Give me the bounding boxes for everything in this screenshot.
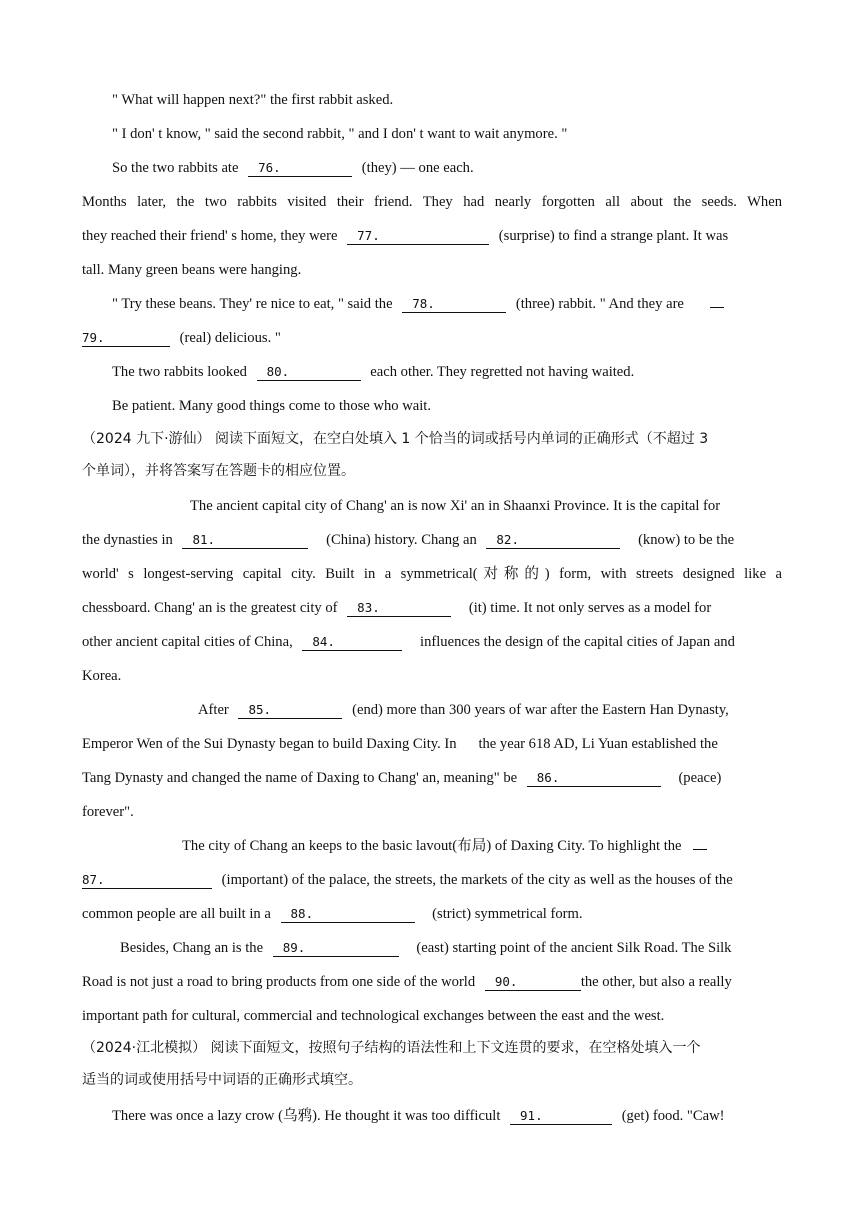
line-text: each other. They regretted not having waited.	[370, 364, 635, 380]
line-text: the dynasties in	[82, 532, 173, 548]
line-text: common people are all built in a	[82, 906, 271, 922]
line-text: (important) of the palace, the streets, the markets of the city as well as the houses of the	[221, 872, 733, 888]
line-text: the other, but also a really	[580, 974, 732, 990]
line-text: (real) delicious. "	[179, 330, 281, 346]
answer-blank-78[interactable]: 78.	[402, 296, 506, 313]
line-text: Months later, the two rabbits visited their friend. They had nearly forgotten all about the seeds. When	[82, 194, 782, 210]
line-text: world' s longest-serving capital city. Built in a symmetrical(对称的) form, with streets designed like a	[82, 566, 782, 582]
line-text: Besides, Chang an is the	[120, 940, 264, 956]
line-text: (strict) symmetrical form.	[432, 906, 583, 922]
line-text: (they) — one each.	[361, 160, 474, 176]
section-instruction: （2024·江北模拟） 阅读下面短文，按照句子结构的语法性和上下文连贯的要求，在空格处填入一个	[82, 1040, 701, 1056]
line-text: There was once a lazy crow (乌鸦). He thought it was too difficult	[112, 1108, 501, 1124]
passage-line	[82, 972, 782, 992]
line-text: important path for cultural, commercial and technological exchanges between the east and the west.	[82, 1008, 665, 1024]
answer-blank-88[interactable]: 88.	[281, 906, 415, 923]
passage-line	[82, 530, 782, 550]
line-text: The two rabbits looked	[112, 364, 247, 380]
answer-blank-89[interactable]: 89.	[273, 940, 399, 957]
answer-blank-81[interactable]: 81.	[182, 532, 308, 549]
line-text: (get) food. "Caw!	[621, 1108, 725, 1124]
answer-blank-82[interactable]: 82.	[486, 532, 620, 549]
line-text: Be patient. Many good things come to those who wait.	[112, 398, 431, 414]
line-text: After	[198, 702, 229, 718]
story-line	[82, 226, 782, 246]
line-text: tall. Many green beans were hanging.	[82, 262, 302, 278]
line-text: other ancient capital cities of China,	[82, 634, 293, 650]
line-text: The ancient capital city of Chang' an is now Xi' an in Shaanxi Province. It is the capital for	[190, 498, 721, 514]
answer-blank-87[interactable]: 87.	[82, 872, 212, 889]
passage-line	[82, 768, 782, 788]
story-line	[82, 260, 782, 280]
passage-line	[82, 666, 782, 686]
story-line	[112, 124, 812, 144]
line-text: forever".	[82, 804, 134, 820]
line-text: " I don' t know, " said the second rabbit, " and I don' t want to wait anymore. "	[112, 126, 568, 142]
answer-blank-87-start[interactable]	[693, 849, 707, 850]
passage-line	[82, 632, 782, 652]
line-text: (peace)	[678, 770, 722, 786]
answer-blank-86[interactable]: 86.	[527, 770, 661, 787]
answer-blank-85[interactable]: 85.	[238, 702, 342, 719]
story-line	[112, 158, 812, 178]
line-text: Korea.	[82, 668, 122, 684]
passage-line	[120, 938, 780, 958]
line-text: (know) to be the	[638, 532, 735, 548]
line-text: (east) starting point of the ancient Silk Road. The Silk	[416, 940, 732, 956]
passage-line	[82, 734, 782, 754]
answer-blank-77[interactable]: 77.	[347, 228, 489, 245]
story-line	[82, 192, 782, 212]
passage-line	[82, 904, 782, 924]
line-text: (end) more than 300 years of war after the Eastern Han Dynasty,	[352, 702, 729, 718]
line-text: they reached their friend' s home, they were	[82, 228, 338, 244]
answer-blank-79-start[interactable]	[710, 307, 724, 308]
line-text: " Try these beans. They' re nice to eat, " said the	[112, 296, 393, 312]
answer-blank-79[interactable]: 79.	[82, 330, 170, 347]
line-text: influences the design of the capital cities of Japan and	[420, 634, 735, 650]
answer-blank-90[interactable]: 90.	[485, 974, 581, 991]
answer-blank-84[interactable]: 84.	[302, 634, 402, 651]
story-line	[82, 328, 782, 348]
story-line	[112, 396, 812, 416]
line-text: Emperor Wen of the Sui Dynasty began to build Daxing City. In the year 618 AD, Li Yuan established the	[82, 736, 718, 752]
passage-line	[182, 836, 782, 856]
section-instruction: 适当的词或使用括号中词语的正确形式填空。	[82, 1072, 362, 1088]
passage-line	[112, 1106, 812, 1126]
line-text: " What will happen next?" the first rabbit asked.	[112, 92, 394, 108]
answer-blank-76[interactable]: 76.	[248, 160, 352, 177]
passage-line	[82, 564, 782, 584]
passage-line	[82, 870, 782, 890]
section-instruction: 个单词），并将答案写在答题卡的相应位置。	[82, 463, 355, 479]
line-text: (China) history. Chang an	[326, 532, 477, 548]
line-text: So the two rabbits ate	[112, 160, 239, 176]
line-text: (three) rabbit. " And they are	[515, 296, 684, 312]
story-line	[112, 90, 812, 110]
line-text: The city of Chang an keeps to the basic lavout(布局) of Daxing City. To highlight the	[182, 838, 682, 854]
answer-blank-91[interactable]: 91.	[510, 1108, 612, 1125]
passage-line	[82, 802, 782, 822]
line-text: Tang Dynasty and changed the name of Daxing to Chang' an, meaning" be	[82, 770, 518, 786]
line-text: chessboard. Chang' an is the greatest city of	[82, 600, 338, 616]
passage-line	[82, 1006, 782, 1026]
line-text: Road is not just a road to bring products from one side of the world	[82, 974, 476, 990]
passage-line	[198, 700, 778, 720]
passage-line	[190, 496, 768, 516]
story-line	[112, 294, 812, 314]
line-text: (it) time. It not only serves as a model for	[468, 600, 712, 616]
passage-line	[82, 598, 782, 618]
story-line	[112, 362, 812, 382]
line-text: (surprise) to find a strange plant. It was	[498, 228, 729, 244]
answer-blank-80[interactable]: 80.	[257, 364, 361, 381]
section-instruction: （2024 九下·游仙） 阅读下面短文，在空白处填入 1 个恰当的词或括号内单词的正确形式（不超过 3	[82, 431, 709, 447]
answer-blank-83[interactable]: 83.	[347, 600, 451, 617]
